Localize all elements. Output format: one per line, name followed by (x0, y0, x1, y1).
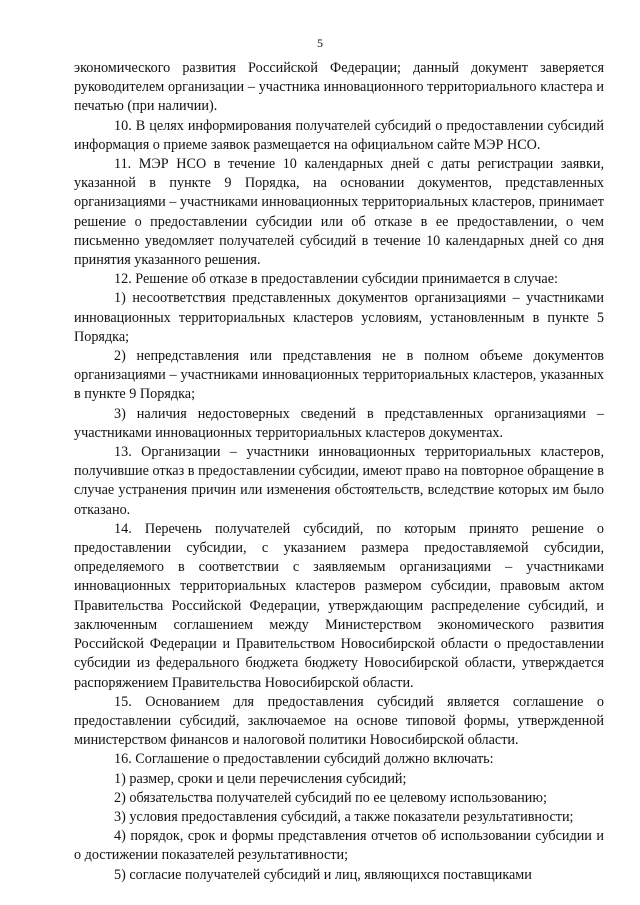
paragraph-16-item-4: 4) порядок, срок и формы представления отчетов об использовании субсидии и о достижении показателей результативности; (74, 828, 604, 864)
paragraph-11: 11. МЭР НСО в течение 10 календарных дней с даты регистрации заявки, указанной в пункте 9 Порядка, на основании документов, представленных организациями – участниками инновационных территориальных кластеров, принимает решение о предоставлении субсидии или об отказе в ее предоставлении, о чем письменно уведомляет получателей субсидий в течение 10 календарных дней со дня принятия указанного решения. (74, 156, 604, 269)
paragraph-12-item-3: 3) наличия недостоверных сведений в представленных организациями – участниками инновационных территориальных кластеров документах. (74, 405, 604, 441)
paragraph-16-item-2: 2) обязательства получателей субсидий по ее целевому использованию; (114, 789, 547, 806)
paragraph-12: 12. Решение об отказе в предоставлении субсидии принимается в случае: (114, 271, 558, 288)
paragraph-16-item-3: 3) условия предоставления субсидий, а также показатели результативности; (114, 808, 574, 825)
paragraph-10: 10. В целях информирования получателей субсидий о предоставлении субсидий информация о приеме заявок размещается на официальном сайте МЭР НСО. (74, 117, 604, 153)
paragraph-12-item-1: 1) несоответствия представленных документов организациями – участниками инновационных территориальных кластеров условиям, установленным в пункте 5 Порядка; (74, 290, 604, 345)
paragraph-16-item-5: 5) согласие получателей субсидий и лиц, являющихся поставщиками (114, 866, 532, 883)
paragraph-15: 15. Основанием для предоставления субсидий является соглашение о предоставлении субсидий, заключаемое на основе типовой формы, утвержденной министерством финансов и налоговой политики Новосибирской области. (74, 693, 604, 749)
page-number: 5 (317, 36, 323, 50)
paragraph-continuation: экономического развития Российской Федерации; данный документ заверяется руководителем организации – участника инновационного территориального кластера и печатью (при наличии). (74, 60, 604, 115)
paragraph-13: 13. Организации – участники инновационных территориальных кластеров, получившие отказ в предоставлении субсидии, имеют право на повторное обращение в случае устранения причин или изменения обстоятельств, вследствие которых им было отказано. (74, 444, 604, 518)
paragraph-16-item-1: 1) размер, сроки и цели перечисления субсидий; (114, 770, 407, 787)
paragraph-14: 14. Перечень получателей субсидий, по которым принято решение о предоставлении субсидии, с указанием размера предоставляемой субсидии, определяемого в соответствии с заявляемым организациями – участниками инновационных территориальных кластеров размером субсидии, правовым актом Правительства Российской Федерации, утверждающим распределение субсидий, и заключенным соглашением между Министерством экономического развития Российской Федерации и Правительством Новосибирской области о предоставлении субсидии из федерального бюджета бюджету Новосибирской области, утверждается распоряжением Правительства Новосибирской области. (74, 520, 604, 691)
paragraph-16: 16. Соглашение о предоставлении субсидий должно включать: (114, 751, 494, 768)
paragraph-12-item-2: 2) непредставления или представления не в полном объеме документов организациями – участниками инновационных территориальных кластеров, указанных в пункте 9 Порядка; (74, 348, 604, 403)
document-body (74, 59, 604, 885)
